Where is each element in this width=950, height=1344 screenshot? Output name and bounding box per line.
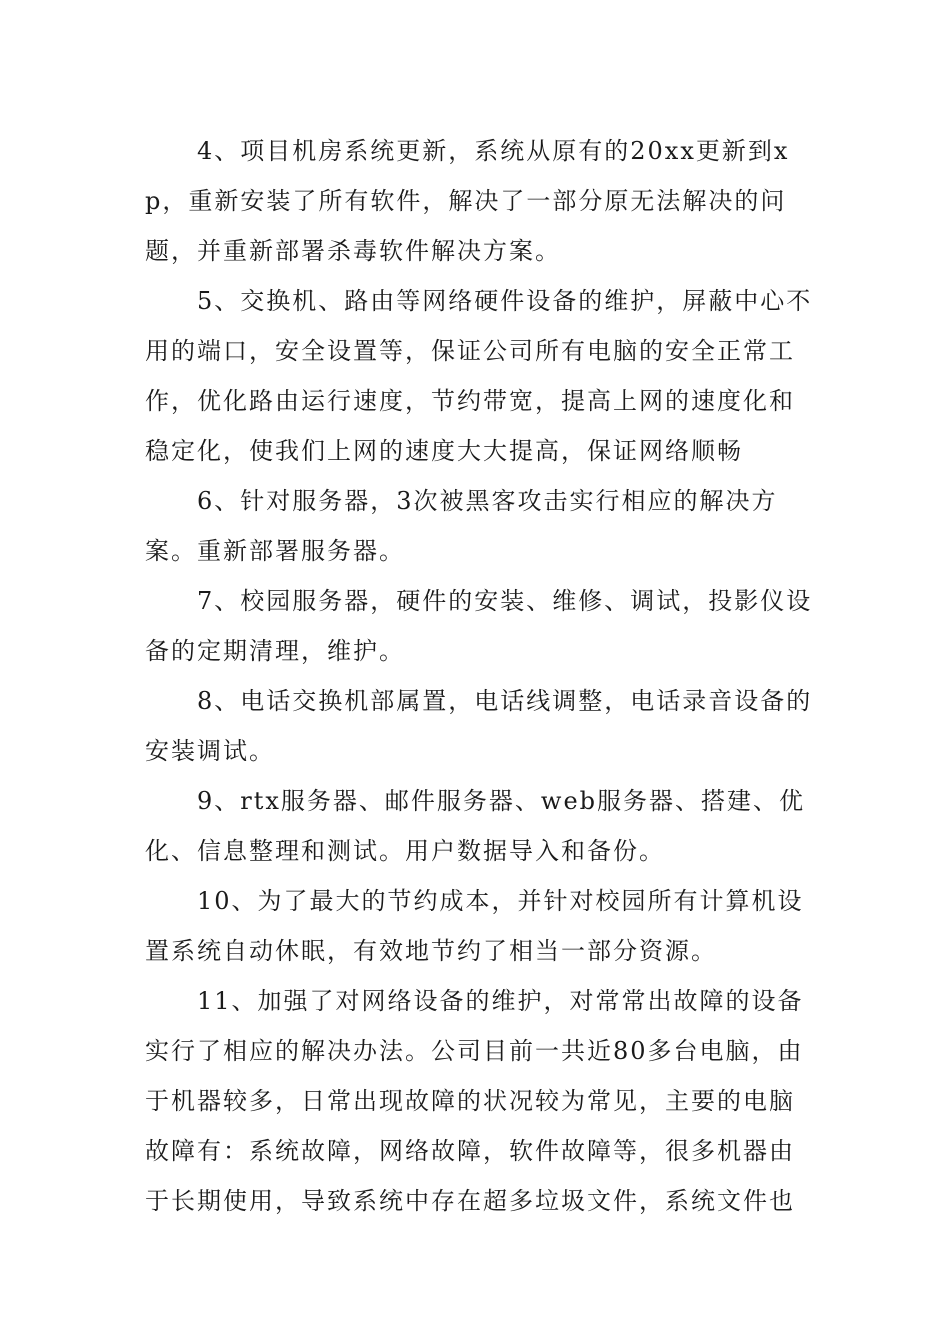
paragraph-item-11: 11、加强了对网络设备的维护，对常常出故障的设备实行了相应的解决办法。公司目前一共近80多台电脑，由于机器较多，日常出现故障的状况较为常见，主要的电脑故障有：系统故障，网络故障，软件故障等，很多机器由于长期使用，导致系统中存在超多垃圾文件，系统文件也 xyxy=(145,987,804,1215)
paragraph-item-8: 8、电话交换机部属置，电话线调整，电话录音设备的安装调试。 xyxy=(145,687,813,765)
paragraph-item-5: 5、交换机、路由等网络硬件设备的维护，屏蔽中心不用的端口，安全设置等，保证公司所有电脑的安全正常工作，优化路由运行速度，节约带宽，提高上网的速度化和稳定化，使我们上网的速度大大提高，保证网络顺畅 xyxy=(145,287,813,465)
document-body xyxy=(145,126,815,1226)
paragraph-item-10: 10、为了最大的节约成本，并针对校园所有计算机设置系统自动休眠，有效地节约了相当一部分资源。 xyxy=(145,887,804,965)
paragraph-item-6: 6、针对服务器，3次被黑客攻击实行相应的解决方案。重新部署服务器。 xyxy=(145,487,778,565)
paragraph-item-9: 9、rtx服务器、邮件服务器、web服务器、搭建、优化、信息整理和测试。用户数据导入和备份。 xyxy=(145,787,806,865)
paragraph-item-7: 7、校园服务器，硬件的安装、维修、调试，投影仪设备的定期清理，维护。 xyxy=(145,587,813,665)
paragraph-item-4: 4、项目机房系统更新，系统从原有的20xx更新到xp，重新安装了所有软件，解决了一部分原无法解决的问题，并重新部署杀毒软件解决方案。 xyxy=(145,137,790,265)
